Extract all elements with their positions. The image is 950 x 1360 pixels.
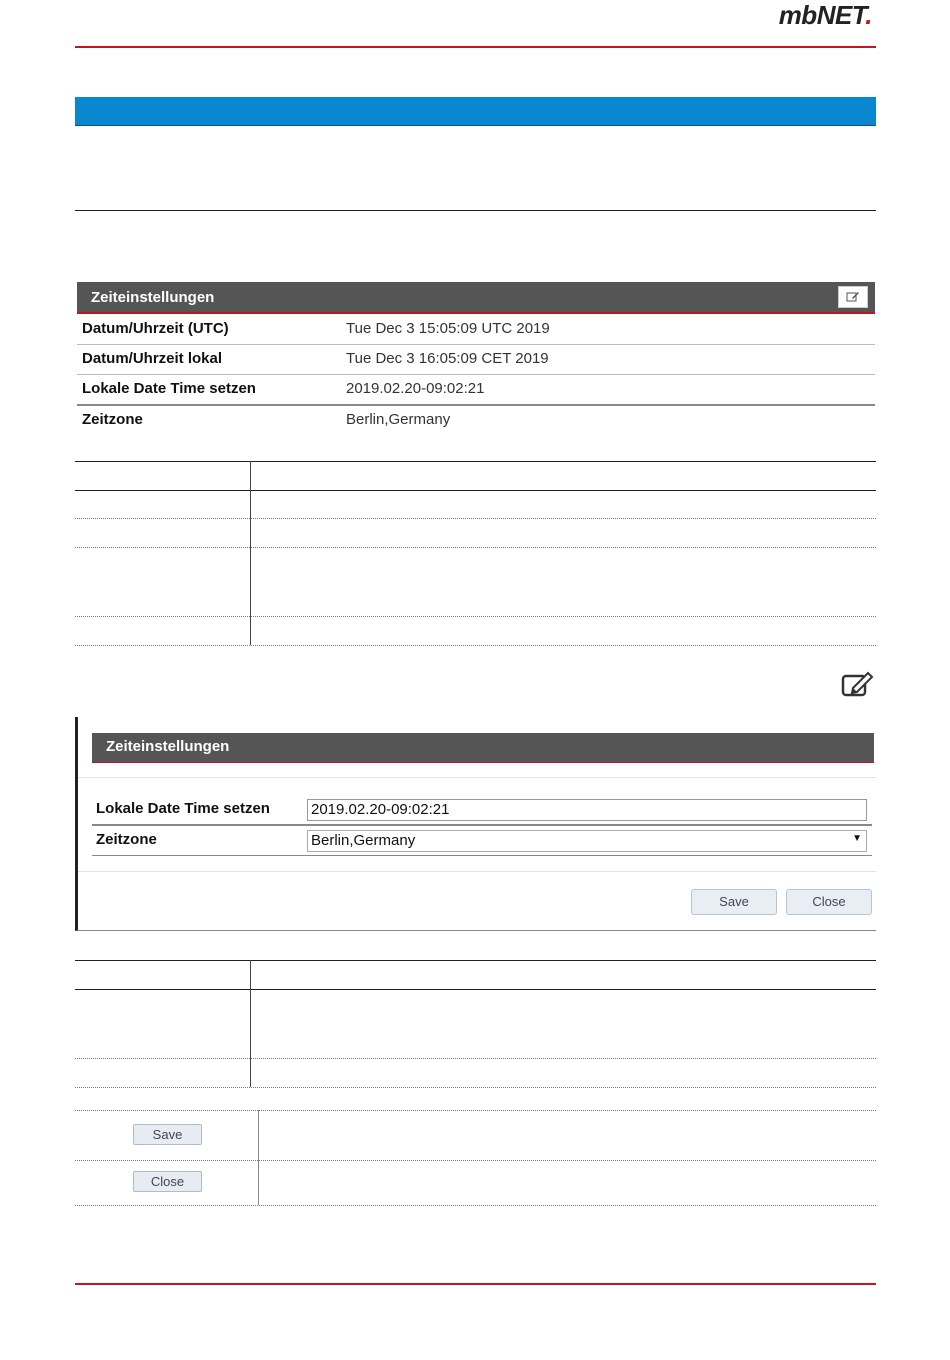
save-button-sample[interactable]: Save: [133, 1124, 202, 1145]
setting-key: Zeitzone: [82, 411, 143, 428]
dialog-header: [92, 733, 874, 763]
save-button[interactable]: Save: [691, 889, 777, 915]
divider: [92, 824, 872, 826]
setting-key: Lokale Date Time setzen: [82, 380, 256, 397]
footer-rule: [75, 1283, 876, 1285]
section-rule: [75, 210, 876, 211]
close-button-sample[interactable]: Close: [133, 1171, 202, 1192]
divider: [78, 777, 876, 778]
panel-title: Zeiteinstellungen: [91, 289, 215, 306]
setting-key: Datum/Uhrzeit (UTC): [82, 320, 229, 337]
setting-row-local: [77, 344, 875, 375]
section-header-bar: [75, 97, 876, 126]
setting-value: Berlin,Germany: [346, 411, 451, 428]
dialog-title: Zeiteinstellungen: [106, 738, 230, 755]
setting-value: Tue Dec 3 16:05:09 CET 2019: [346, 350, 549, 367]
edit-icon: [840, 671, 874, 699]
edit-icon: [846, 291, 860, 303]
divider: [78, 871, 876, 872]
chevron-down-icon: ▼: [852, 833, 862, 844]
setting-row-utc: [77, 314, 875, 345]
setting-row-timezone: [77, 405, 875, 435]
mbnet-logo: mbNET.: [778, 0, 872, 30]
header-rule: [75, 46, 876, 48]
panel-header: [77, 282, 875, 314]
setting-row-set-local: [77, 374, 875, 406]
timezone-select-value: Berlin,Germany: [311, 832, 416, 849]
datetime-input[interactable]: 2019.02.20-09:02:21: [307, 799, 867, 821]
datetime-label: Lokale Date Time setzen: [96, 800, 270, 817]
edit-button[interactable]: [838, 286, 868, 308]
timezone-label: Zeitzone: [96, 831, 157, 848]
setting-key: Datum/Uhrzeit lokal: [82, 350, 223, 367]
divider: [92, 855, 872, 856]
timezone-select[interactable]: [307, 830, 867, 852]
close-button[interactable]: Close: [786, 889, 872, 915]
setting-value: Tue Dec 3 15:05:09 UTC 2019: [346, 320, 550, 337]
time-settings-dialog: [75, 717, 876, 931]
setting-value: 2019.02.20-09:02:21: [346, 380, 485, 397]
